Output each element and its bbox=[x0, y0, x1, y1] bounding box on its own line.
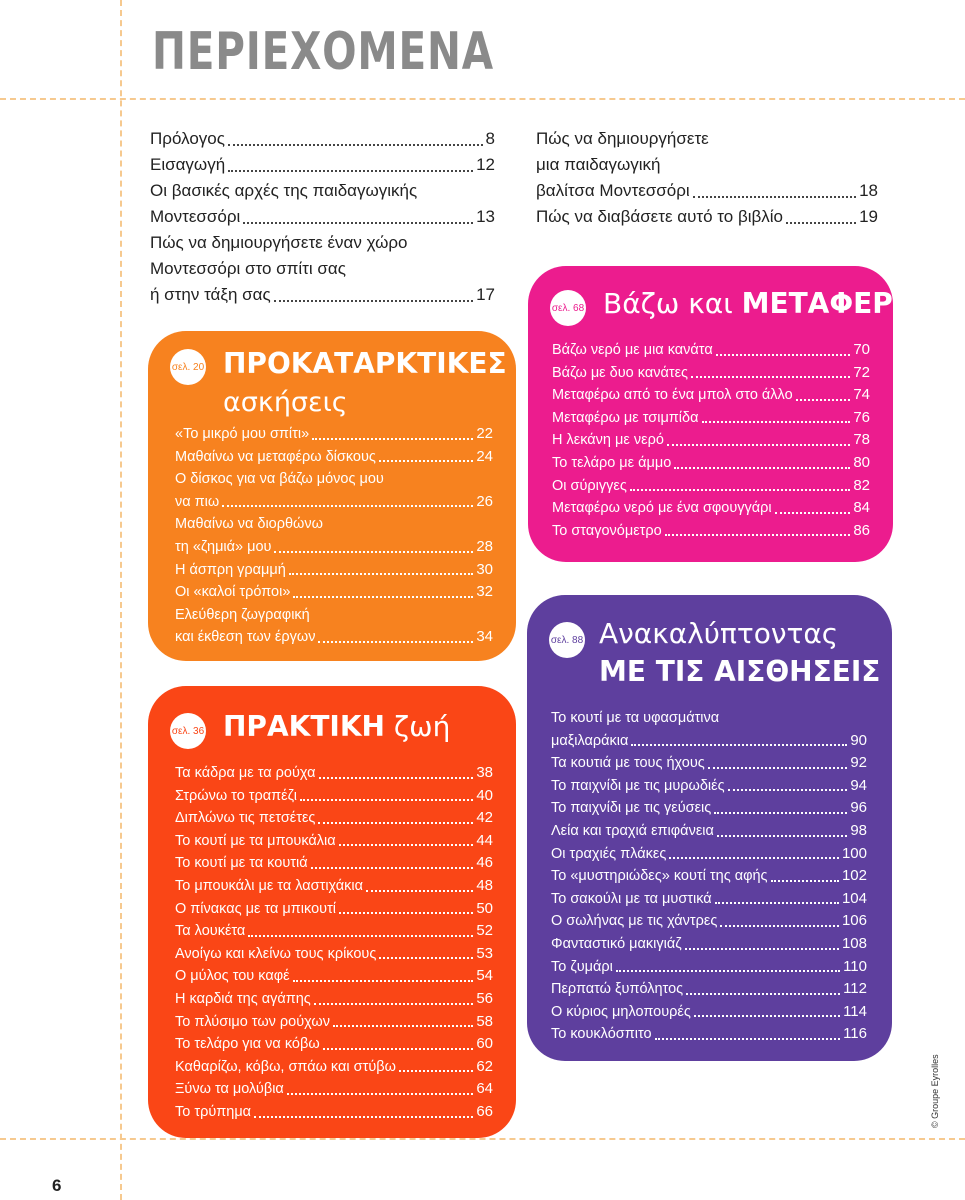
toc-entry[interactable]: Το τελάρο για να κόβω 60 bbox=[175, 1035, 493, 1053]
section-title: ΠΡΟΚΑΤΑΡΚΤΙΚΕΣ bbox=[223, 347, 507, 380]
toc-entry[interactable]: Πώς να διαβάσετε αυτό το βιβλίο 19 bbox=[536, 207, 878, 226]
toc-entry[interactable]: Καθαρίζω, κόβω, σπάω και στύβω 62 bbox=[175, 1057, 493, 1075]
section-panel-pouring bbox=[528, 266, 917, 562]
toc-entry[interactable]: Το παιχνίδι με τις γεύσεις 96 bbox=[551, 799, 867, 817]
toc-entry[interactable]: Οι σύριγγες 82 bbox=[552, 476, 870, 494]
toc-entry[interactable]: να πιω 26 bbox=[175, 492, 493, 510]
toc-entry[interactable]: Μοντεσσόρι 13 bbox=[150, 207, 495, 226]
toc-entry[interactable]: Το κουτί με τα κουτιά 46 bbox=[175, 854, 493, 872]
toc-entry[interactable]: Φανταστικό μακιγιάζ 108 bbox=[551, 934, 867, 952]
toc-entry[interactable]: Ο πίνακας με τα μπικουτί 50 bbox=[175, 899, 493, 917]
toc-entry[interactable]: Το πλύσιμο των ρούχων 58 bbox=[175, 1012, 493, 1030]
section-list bbox=[175, 423, 493, 649]
toc-entry[interactable]: Η καρδιά της αγάπης 56 bbox=[175, 989, 493, 1007]
toc-entry[interactable]: Το ζυμάρι 110 bbox=[551, 957, 867, 975]
toc-entry-line: Μοντεσσόρι στο σπίτι σας bbox=[150, 259, 346, 278]
toc-entry[interactable]: Ξύνω τα μολύβια 64 bbox=[175, 1080, 493, 1098]
toc-entry[interactable]: Βάζω με δυο κανάτες 72 bbox=[552, 363, 870, 381]
footer-divider bbox=[0, 1138, 965, 1140]
section-panel-senses bbox=[527, 595, 892, 1061]
toc-entry[interactable]: Οι τραχιές πλάκες 100 bbox=[551, 844, 867, 862]
header-divider bbox=[0, 98, 965, 100]
section-subtitle: ασκήσεις bbox=[223, 387, 348, 418]
toc-entry[interactable]: «Το μικρό μου σπίτι» 22 bbox=[175, 425, 493, 442]
toc-entry[interactable]: Πρόλογος 8 bbox=[150, 129, 495, 148]
toc-entry[interactable]: Τα κάδρα με τα ρούχα 38 bbox=[175, 764, 493, 781]
toc-entry[interactable]: Μεταφέρω με τσιμπίδα 76 bbox=[552, 408, 870, 426]
toc-entry[interactable]: Το «μυστηριώδες» κουτί της αφής 102 bbox=[551, 867, 867, 885]
margin-guide-vertical bbox=[120, 0, 122, 1200]
page-badge: σελ. 88 bbox=[549, 622, 585, 658]
toc-entry-line: Μαθαίνω να διορθώνω bbox=[175, 516, 323, 533]
intro-toc-left bbox=[150, 126, 495, 308]
page-badge: σελ. 36 bbox=[170, 713, 206, 749]
toc-entry[interactable]: Το σακούλι με τα μυστικά 104 bbox=[551, 889, 867, 907]
section-title: ΠΡΑΚΤΙΚΗ ζωή bbox=[223, 710, 451, 743]
section-list bbox=[552, 339, 870, 542]
toc-entry[interactable]: βαλίτσα Μοντεσσόρι 18 bbox=[536, 181, 878, 200]
toc-entry[interactable]: Η λεκάνη με νερό 78 bbox=[552, 431, 870, 449]
toc-entry[interactable]: Ο κύριος μηλοπουρές 114 bbox=[551, 1002, 867, 1020]
section-subtitle: ΜΕ ΤΙΣ ΑΙΣΘΗΣΕΙΣ bbox=[599, 655, 881, 688]
section-list bbox=[175, 762, 493, 1124]
toc-entry[interactable]: Ο σωλήνας με τις χάντρες 106 bbox=[551, 912, 867, 930]
section-sublist bbox=[551, 752, 867, 1046]
toc-entry[interactable]: Διπλώνω τις πετσέτες 42 bbox=[175, 809, 493, 827]
copyright-notice: © Groupe Eyrolles bbox=[930, 1054, 940, 1128]
section-list bbox=[551, 707, 867, 1046]
toc-entry[interactable]: Μεταφέρω από το ένα μπολ στο άλλο 74 bbox=[552, 386, 870, 404]
toc-entry[interactable]: Περπατώ ξυπόλητος 112 bbox=[551, 980, 867, 998]
toc-entry-line: μια παιδαγωγική bbox=[536, 155, 661, 174]
toc-entry[interactable]: Οι «καλοί τρόποι» 32 bbox=[175, 583, 493, 601]
toc-entry[interactable]: Λεία και τραχιά επιφάνεια 98 bbox=[551, 821, 867, 839]
toc-entry-line: Πώς να δημιουργήσετε bbox=[536, 129, 709, 148]
page-badge: σελ. 20 bbox=[170, 349, 206, 385]
toc-entry[interactable]: Η άσπρη γραμμή 30 bbox=[175, 560, 493, 578]
toc-entry[interactable]: και έκθεση των έργων 34 bbox=[175, 628, 493, 646]
section-panel-preliminary bbox=[148, 331, 516, 661]
page-title: ΠΕΡΙΕΧΟΜΕΝΑ bbox=[152, 22, 494, 82]
toc-entry[interactable]: Το τρύπημα 66 bbox=[175, 1102, 493, 1120]
toc-entry-line: Το κουτί με τα υφασμάτινα bbox=[551, 710, 720, 726]
toc-entry[interactable]: Ανοίγω και κλείνω τους κρίκους 53 bbox=[175, 944, 493, 962]
toc-entry[interactable]: τη «ζημιά» μου 28 bbox=[175, 537, 493, 555]
toc-entry[interactable]: Το σταγονόμετρο 86 bbox=[552, 521, 870, 539]
section-title: Βάζω και ΜΕΤΑΦΕΡΩ bbox=[603, 287, 917, 320]
section-panel-practical-life bbox=[148, 686, 516, 1138]
toc-entry-line: Ελεύθερη ζωγραφική bbox=[175, 606, 310, 623]
toc-entry[interactable]: Μεταφέρω νερό με ένα σφουγγάρι 84 bbox=[552, 499, 870, 517]
toc-entry[interactable]: Στρώνω το τραπέζι 40 bbox=[175, 786, 493, 804]
toc-entry-line: Οι βασικές αρχές της παιδαγωγικής bbox=[150, 181, 418, 200]
toc-entry[interactable]: Το τελάρο με άμμο 80 bbox=[552, 453, 870, 471]
toc-entry-line: Ο δίσκος για να βάζω μόνος μου bbox=[175, 471, 384, 488]
toc-entry[interactable]: Μαθαίνω να μεταφέρω δίσκους 24 bbox=[175, 447, 493, 465]
page-badge: σελ. 68 bbox=[550, 290, 586, 326]
toc-entry[interactable]: Βάζω νερό με μια κανάτα 70 bbox=[552, 341, 870, 358]
toc-entry-line: Πώς να δημιουργήσετε έναν χώρο bbox=[150, 233, 408, 252]
toc-entry[interactable]: Το παιχνίδι με τις μυρωδιές 94 bbox=[551, 776, 867, 794]
toc-entry[interactable]: Το κουτί με τα μπουκάλια 44 bbox=[175, 831, 493, 849]
section-title: Ανακαλύπτοντας bbox=[599, 617, 839, 650]
toc-entry[interactable]: Το μπουκάλι με τα λαστιχάκια 48 bbox=[175, 876, 493, 894]
toc-entry[interactable]: ή στην τάξη σας 17 bbox=[150, 285, 495, 304]
toc-entry[interactable]: Ο μύλος του καφέ 54 bbox=[175, 967, 493, 985]
toc-entry[interactable]: Τα κουτιά με τους ήχους 92 bbox=[551, 754, 867, 772]
toc-entry[interactable]: Τα λουκέτα 52 bbox=[175, 922, 493, 940]
toc-entry[interactable]: μαξιλαράκια 90 bbox=[551, 731, 867, 749]
toc-entry[interactable]: Εισαγωγή 12 bbox=[150, 155, 495, 174]
intro-toc-right bbox=[536, 126, 878, 230]
toc-entry[interactable]: Το κουκλόσπιτο 116 bbox=[551, 1025, 867, 1043]
page-number: 6 bbox=[52, 1176, 62, 1195]
